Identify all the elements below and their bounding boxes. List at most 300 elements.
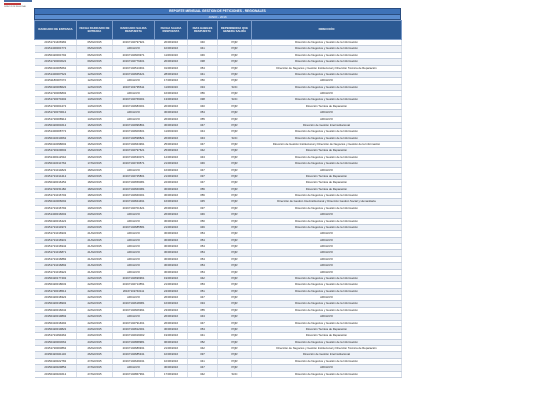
cell-fecha-salida: 10/06/2016 [155,352,188,358]
cell-dias-habiles: 342 [188,148,218,154]
cell-radicado-entrada: 20151721016922 [35,269,77,275]
cell-dias-habiles: 353 [188,282,218,288]
cell-fecha-salida: 11/06/2016 [155,84,188,90]
cell-radicado-entrada: 20150410006092 [35,199,77,205]
cell-dias-habiles: 347 [188,180,218,186]
cell-fecha-salida: 26/06/2016 [155,314,188,320]
cell-dependencia: PQR [218,59,252,65]
cell-direccion: ARCHIVO [252,263,402,269]
cell-dias-habiles: 334 [188,301,218,307]
cell-dependencia: PQR [218,40,252,46]
cell-fecha-salida: 16/06/2016 [155,199,188,205]
cell-dias-habiles: 346 [188,224,218,230]
cell-radicado-entrada: 20151721016931 [35,237,77,243]
cell-direccion: Dirección de Negocios y Gestión de la Información [252,71,402,77]
cell-radicado-salida: 20167102812001 [113,326,155,332]
cell-fecha-salida: 30/06/2016 [155,365,188,371]
cell-direccion: Dirección de Negocios y Gestión de la Información [252,135,402,141]
cell-fecha-salida: 19/06/2016 [155,275,188,281]
cell-radicado-entrada: 20151721014972 [35,224,77,230]
cell-fecha-salida: 26/06/2016 [155,295,188,301]
cell-radicado-salida: ARCHIVO [113,167,155,173]
cell-radicado-salida: 20167102769001 [113,97,155,103]
cell-radicado-entrada: 20150420018322 [35,295,77,301]
cell-direccion: Dirección de Negocios y Gestión de la Información [252,218,402,224]
cell-direccion: ARCHIVO [252,250,402,256]
logo-caption: DIRECCIÓN REGIONAL [4,6,27,8]
column-header: RADICADO DE ENTRADA [35,21,77,40]
cell-dependencia: PQR [218,186,252,192]
cell-radicado-salida: 20167102609971 [113,52,155,58]
cell-radicado-entrada: 20150420016642 [35,307,77,313]
cell-radicado-salida: 20167102630071 [113,154,155,160]
cell-dependencia: PQR [218,52,252,58]
cell-dias-habiles: 350 [188,78,218,84]
cell-dias-habiles: 347 [188,167,218,173]
cell-dias-habiles: 341 [188,71,218,77]
cell-fecha-entrada: 13/02/2015 [77,103,113,109]
cell-radicado-entrada: 20151720070402 [35,97,77,103]
cell-radicado-salida: 20167102598821 [113,135,155,141]
cell-direccion: Dirección de Gestión Interinstitucional y Dirección Gestión Social y Humanitaria [252,199,402,205]
cell-direccion: Dirección de Negocios y Gestión de la Información [252,154,402,160]
cell-radicado-entrada: 20150410018492 [35,320,77,326]
cell-fecha-salida: 21/06/2016 [155,173,188,179]
cell-direccion: Dirección de Negocios y Gestión de la Información [252,282,402,288]
cell-radicado-salida: ARCHIVO [113,110,155,116]
cell-fecha-entrada: 18/02/2015 [77,167,113,173]
cell-dias-habiles: 354 [188,269,218,275]
cell-fecha-entrada: 18/02/2015 [77,180,113,186]
cell-dias-habiles: 337 [188,352,218,358]
cell-dependencia: PQR [218,256,252,262]
cell-radicado-entrada: 20150420016452 [35,180,77,186]
table-header-row [35,21,402,40]
cell-dependencia: PQR [218,116,252,122]
cell-fecha-entrada: 16/02/2015 [77,142,113,148]
cell-dias-habiles: 340 [188,40,218,46]
cell-radicado-entrada: 20150420177402 [35,275,77,281]
cell-fecha-entrada: 21/02/2015 [77,269,113,275]
cell-direccion: ARCHIVO [252,110,402,116]
cell-dias-habiles: 338 [188,97,218,103]
cell-fecha-entrada: 23/02/2015 [77,339,113,345]
cell-radicado-salida: 20167102779401 [113,59,155,65]
cell-radicado-entrada: 20150420008622 [35,84,77,90]
cell-fecha-entrada: 16/02/2015 [77,148,113,154]
cell-dependencia: PQR [218,148,252,154]
cell-radicado-salida: 20167102868981 [113,339,155,345]
cell-dependencia: PQR [218,365,252,371]
cell-dias-habiles: 342 [188,346,218,352]
cell-direccion: Dirección de Negocios y Gestión de la Información [252,205,402,211]
cell-radicado-entrada: 20151720006802 [35,91,77,97]
cell-direccion: ARCHIVO [252,116,402,122]
cell-radicado-entrada: 20151721014412 [35,173,77,179]
cell-fecha-salida: 11/06/2016 [155,52,188,58]
cell-radicado-salida: 20167102683001 [113,103,155,109]
cell-fecha-salida: 26/06/2016 [155,116,188,122]
cell-radicado-entrada: 20151400007522 [35,71,77,77]
cell-fecha-entrada: 09/02/2015 [77,59,113,65]
cell-radicado-salida: 20167102740111 [113,288,155,294]
cell-dias-habiles: 354 [188,231,218,237]
cell-fecha-entrada: 22/02/2015 [77,288,113,294]
cell-fecha-salida: 23/06/2016 [155,307,188,313]
cell-radicado-salida: 20167102996861 [113,122,155,128]
cell-dias-habiles: 342 [188,371,218,377]
cell-dependencia: PQR [218,314,252,320]
cell-fecha-salida: 01/06/2016 [155,65,188,71]
cell-fecha-salida: 30/06/2016 [155,122,188,128]
cell-dependencia: PQR [218,295,252,301]
cell-radicado-salida: 20167102701621 [113,205,155,211]
cell-direccion: ARCHIVO [252,295,402,301]
cell-radicado-entrada: 20151720008912 [35,116,77,122]
cell-fecha-salida: 20/06/2016 [155,103,188,109]
cell-dependencia: PQR [218,288,252,294]
cell-radicado-entrada: 20150420018032 [35,282,77,288]
logo-bar [4,0,32,2]
cell-radicado-salida: 20167102685341 [113,352,155,358]
cell-fecha-salida: 25/06/2016 [155,148,188,154]
cell-radicado-salida: 20167102797621 [113,148,155,154]
cell-dependencia: SOC [218,135,252,141]
cell-radicado-entrada: 20151721099462 [35,333,77,339]
cell-direccion: Dirección de Negocios y Gestión de la Información [252,301,402,307]
cell-dias-habiles: 341 [188,333,218,339]
cell-dependencia: PQR [218,193,252,199]
cell-radicado-salida: 20167102749571 [113,161,155,167]
cell-direccion: ARCHIVO [252,244,402,250]
cell-fecha-entrada: 27/02/2015 [77,371,113,377]
cell-fecha-salida: 30/06/2016 [155,256,188,262]
cell-dias-habiles: 347 [188,122,218,128]
cell-radicado-salida: 20167102867991 [113,371,155,377]
cell-radicado-salida: 20167102618081 [113,301,155,307]
cell-fecha-entrada: 16/02/2015 [77,154,113,160]
cell-fecha-entrada: 27/02/2015 [77,358,113,364]
cell-fecha-entrada: 20/02/2015 [77,224,113,230]
cell-dependencia: SOC [218,84,252,90]
cell-dependencia: PQR [218,65,252,71]
cell-fecha-salida: 17/06/2016 [155,78,188,84]
cell-fecha-entrada: 18/02/2015 [77,193,113,199]
cell-radicado-salida: 20167102659081 [113,180,155,186]
cell-fecha-entrada: 10/02/2015 [77,65,113,71]
cell-dias-habiles: 347 [188,365,218,371]
cell-dependencia: PQR [218,346,252,352]
cell-dias-habiles: 337 [188,173,218,179]
cell-fecha-entrada: 22/02/2015 [77,307,113,313]
cell-dependencia: PQR [218,339,252,345]
report-subtitle: JUNIO - 2016 [34,15,401,20]
cell-fecha-entrada: 21/02/2015 [77,263,113,269]
cell-dias-habiles: 347 [188,320,218,326]
cell-dependencia: PQR [218,275,252,281]
cell-dependencia: PQR [218,167,252,173]
cell-fecha-salida: 30/06/2016 [155,110,188,116]
cell-fecha-entrada: 26/02/2015 [77,352,113,358]
cell-direccion: Dirección de Gestión Institucional y Dirección de Negocios y Gestión de la Información [252,142,402,148]
cell-dependencia: PQR [218,282,252,288]
cell-fecha-salida: 17/06/2016 [155,371,188,377]
cell-radicado-entrada: 20151400008772 [35,129,77,135]
cell-dependencia: PQR [218,205,252,211]
cell-radicado-salida: 20167102660081 [113,186,155,192]
cell-radicado-salida: 20167102609601 [113,129,155,135]
cell-dias-habiles: 346 [188,212,218,218]
cell-direccion: Dirección de Negocios y Gestión Institucional y Dirección Técnica de Reparación [252,65,402,71]
cell-direccion: Dirección Técnica de Reparación [252,103,402,109]
cell-fecha-entrada: 21/02/2015 [77,244,113,250]
cell-fecha-entrada: 13/02/2015 [77,110,113,116]
table-row [35,371,402,377]
cell-dias-habiles: 354 [188,256,218,262]
cell-fecha-salida: 10/06/2016 [155,46,188,52]
cell-fecha-entrada: 19/02/2015 [77,199,113,205]
cell-radicado-entrada: 20151400016602 [35,212,77,218]
cell-dias-habiles: 347 [188,142,218,148]
cell-radicado-entrada: 20150410098602 [35,142,77,148]
cell-radicado-entrada: 20151721016932 [35,231,77,237]
cell-direccion: Dirección de Gestión Interinstitucional [252,122,402,128]
cell-radicado-salida: ARCHIVO [113,46,155,52]
cell-dependencia: PQR [218,154,252,160]
cell-dependencia: PQR [218,301,252,307]
cell-radicado-salida: 20167102725801 [113,173,155,179]
cell-radicado-entrada: 20151721016702 [35,193,77,199]
cell-radicado-entrada: 20150410005662 [35,65,77,71]
cell-fecha-entrada: 20/02/2015 [77,218,113,224]
cell-radicado-entrada: 20151720151182 [35,186,77,192]
cell-dias-habiles: 354 [188,250,218,256]
cell-fecha-entrada: 05/02/2015 [77,40,113,46]
cell-fecha-entrada: 22/02/2015 [77,275,113,281]
cell-radicado-entrada: 20150420016422 [35,218,77,224]
cell-fecha-salida: 21/06/2016 [155,282,188,288]
cell-dias-habiles: 338 [188,59,218,65]
cell-fecha-salida: 13/06/2016 [155,97,188,103]
cell-direccion: ARCHIVO [252,256,402,262]
cell-dias-habiles: 350 [188,218,218,224]
cell-radicado-salida: ARCHIVO [113,263,155,269]
cell-direccion: ARCHIVO [252,91,402,97]
cell-radicado-salida: 20167102660001 [113,193,155,199]
cell-fecha-entrada: 16/02/2015 [77,135,113,141]
cell-fecha-entrada: 23/02/2015 [77,333,113,339]
cell-radicado-entrada: 20150420003062 [35,339,77,345]
cell-fecha-entrada: 13/02/2015 [77,116,113,122]
column-header: DEPENDENCIA QUE GENERA SALIDA [218,21,252,40]
cell-dias-habiles: 355 [188,116,218,122]
cell-radicado-entrada: 20151721016882 [35,256,77,262]
cell-direccion: Dirección de Negocios y Gestión de la Información [252,339,402,345]
cell-radicado-entrada: 20150420019892 [35,314,77,320]
cell-dias-habiles: 340 [188,103,218,109]
cell-radicado-entrada: 20151721016871 [35,250,77,256]
cell-dias-habiles: 354 [188,326,218,332]
table-body [35,40,402,378]
cell-dependencia: PQR [218,91,252,97]
petitions-table [34,20,402,378]
cell-dependencia: PQR [218,161,252,167]
cell-fecha-salida: 26/06/2016 [155,212,188,218]
cell-direccion: Dirección de Negocios y Gestión de la Información [252,358,402,364]
cell-radicado-salida: 20167102649041 [113,358,155,364]
cell-radicado-salida: ARCHIVO [113,269,155,275]
cell-fecha-salida: 28/06/2016 [155,71,188,77]
cell-fecha-salida: 30/06/2016 [155,231,188,237]
cell-dependencia: PQR [218,358,252,364]
cell-fecha-entrada: 23/02/2015 [77,326,113,332]
cell-direccion: Dirección Técnica de Reparación [252,333,402,339]
cell-radicado-entrada: 20150420024612 [35,371,77,377]
cell-direccion: ARCHIVO [252,167,402,173]
report-title: REPORTE MENSUAL GESTION DE PETICIONES - REGIONALES [34,8,401,15]
cell-radicado-salida: 20167102797921 [113,40,155,46]
cell-direccion: Dirección de Negocios y Gestión de la Información [252,97,402,103]
cell-dias-habiles: 345 [188,199,218,205]
cell-fecha-salida: 24/06/2016 [155,288,188,294]
cell-radicado-entrada: 20150420021132 [35,352,77,358]
cell-dias-habiles: 341 [188,46,218,52]
cell-radicado-entrada: 20150410014762 [35,161,77,167]
cell-radicado-entrada: 20151721016792 [35,205,77,211]
cell-dependencia: PQR [218,78,252,84]
cell-fecha-salida: 19/06/2016 [155,333,188,339]
cell-fecha-salida: 11/06/2016 [155,129,188,135]
cell-radicado-salida: ARCHIVO [113,231,155,237]
cell-fecha-entrada: 13/02/2015 [77,97,113,103]
cell-fecha-entrada: 21/02/2015 [77,231,113,237]
cell-fecha-entrada: 18/02/2015 [77,186,113,192]
cell-direccion: Dirección Técnica de Reparación [252,180,402,186]
cell-fecha-entrada: 20/02/2015 [77,212,113,218]
cell-direccion: Dirección de Negocios y Gestión de la Información [252,161,402,167]
cell-direccion: Dirección de Negocios y Gestión de la Información [252,84,402,90]
cell-fecha-entrada: 12/02/2015 [77,84,113,90]
cell-radicado-entrada: 20151720018512 [35,288,77,294]
cell-dependencia: PQR [218,352,252,358]
cell-dias-habiles: 356 [188,186,218,192]
cell-dependencia: PQR [218,46,252,52]
cell-dias-habiles: 354 [188,110,218,116]
cell-dependencia: PQR [218,269,252,275]
cell-radicado-salida: ARCHIVO [113,250,155,256]
cell-radicado-salida: ARCHIVO [113,78,155,84]
cell-direccion: Dirección de Gestión Interinstitucional [252,352,402,358]
cell-fecha-entrada: 06/02/2015 [77,46,113,52]
cell-dependencia: PQR [218,212,252,218]
cell-fecha-salida: 30/06/2016 [155,237,188,243]
cell-radicado-salida: ARCHIVO [113,237,155,243]
cell-fecha-salida: 12/06/2016 [155,154,188,160]
cell-direccion: Dirección de Negocios y Gestión de la Información [252,320,402,326]
cell-direccion: Dirección de Negocios y Gestión de la Información [252,307,402,313]
cell-fecha-entrada: 21/02/2015 [77,250,113,256]
cell-dependencia: SOC [218,97,252,103]
cell-fecha-entrada: 18/02/2015 [77,173,113,179]
cell-radicado-salida: 20167102844491 [113,199,155,205]
cell-dias-habiles: 346 [188,52,218,58]
cell-dependencia: PQR [218,199,252,205]
cell-fecha-salida: 21/06/2016 [155,161,188,167]
cell-radicado-salida: 20167102919002 [113,333,155,339]
cell-fecha-salida: 10/06/2016 [155,358,188,364]
cell-direccion: Dirección de Negocios y Gestión de la Información [252,288,402,294]
cell-dias-habiles: 342 [188,275,218,281]
cell-fecha-salida: 22/06/2016 [155,180,188,186]
cell-dependencia: PQR [218,307,252,313]
cell-dias-habiles: 352 [188,339,218,345]
cell-dependencia: PQR [218,180,252,186]
cell-fecha-entrada: 26/02/2015 [77,346,113,352]
cell-direccion: Dirección de Negocios y Gestión Institucional y Dirección Técnica de Reparación [252,346,402,352]
cell-direccion: Dirección de Negocios y Gestión de la Información [252,59,402,65]
cell-radicado-entrada: 20151720004472 [35,103,77,109]
cell-fecha-salida: 16/06/2016 [155,301,188,307]
cell-dias-habiles: 354 [188,244,218,250]
cell-fecha-entrada: 19/02/2015 [77,205,113,211]
cell-direccion: Dirección de Negocios y Gestión de la Información [252,52,402,58]
cell-dependencia: PQR [218,110,252,116]
cell-radicado-entrada: 20151721016942 [35,244,77,250]
cell-fecha-salida: 26/06/2016 [155,320,188,326]
cell-dias-habiles: 341 [188,358,218,364]
cell-radicado-salida: ARCHIVO [113,256,155,262]
cell-fecha-entrada: 22/02/2015 [77,314,113,320]
cell-fecha-entrada: 16/02/2015 [77,129,113,135]
cell-dependencia: PQR [218,71,252,77]
cell-fecha-salida: 30/06/2016 [155,186,188,192]
cell-fecha-salida: 20/06/2016 [155,40,188,46]
cell-dependencia: PQR [218,224,252,230]
cell-direccion: Dirección Técnica de Reparación [252,148,402,154]
cell-radicado-salida: ARCHIVO [113,218,155,224]
cell-radicado-salida: ARCHIVO [113,365,155,371]
cell-fecha-entrada: 12/02/2015 [77,91,113,97]
cell-radicado-entrada: 20150410010062 [35,135,77,141]
cell-radicado-salida: 20167102664991 [113,142,155,148]
cell-dependencia: SOC [218,371,252,377]
column-header: FECHA RADICADO DE ENTRADA [77,21,113,40]
cell-fecha-salida: 06/06/2016 [155,339,188,345]
cell-dias-habiles: 355 [188,307,218,313]
cell-direccion: ARCHIVO [252,231,402,237]
cell-radicado-entrada: 20150420018902 [35,301,77,307]
cell-radicado-salida: 20167102606991 [113,307,155,313]
cell-fecha-entrada: 17/02/2015 [77,161,113,167]
column-header: RADICADO SALIDA RESPUESTA [113,21,155,40]
cell-dependencia: PQR [218,129,252,135]
cell-direccion: ARCHIVO [252,78,402,84]
cell-fecha-salida: 30/06/2016 [155,244,188,250]
cell-radicado-salida: 20167102513461 [113,65,155,71]
cell-fecha-salida: 21/06/2016 [155,224,188,230]
cell-radicado-entrada: 20150420004612 [35,122,77,128]
cell-dias-habiles: 343 [188,135,218,141]
cell-fecha-entrada: 22/02/2015 [77,301,113,307]
cell-fecha-entrada: 06/02/2015 [77,52,113,58]
cell-fecha-salida: 20/06/2016 [155,59,188,65]
cell-fecha-salida: 30/06/2016 [155,218,188,224]
cell-radicado-entrada: 20151400004772 [35,46,77,52]
cell-direccion: ARCHIVO [252,365,402,371]
cell-radicado-salida: 20167102795611 [113,84,155,90]
cell-radicado-entrada: 20151721406982 [35,40,77,46]
cell-fecha-salida: 30/06/2016 [155,263,188,269]
